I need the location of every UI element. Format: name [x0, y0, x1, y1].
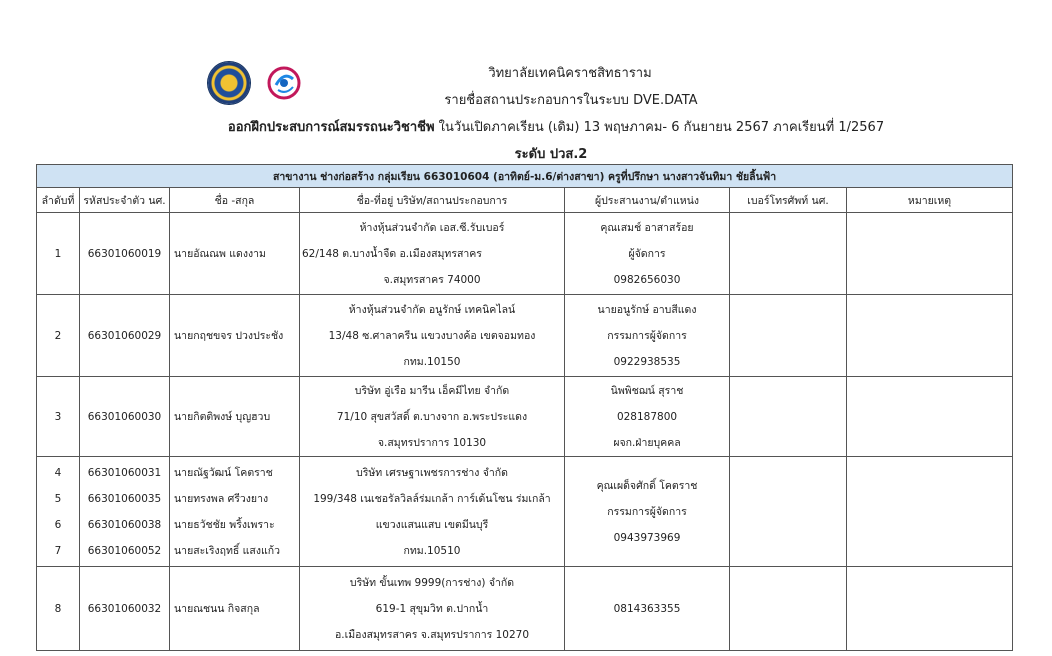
company-line: อ.เมืองสมุทรสาคร จ.สมุทรปราการ 10270: [335, 628, 529, 641]
student-phone: [730, 567, 847, 651]
company-address: [300, 295, 565, 377]
student-id: 66301060038: [87, 518, 162, 531]
col-no: ลำดับที่: [37, 188, 80, 213]
student-phone: [730, 213, 847, 295]
row-no: 1: [37, 213, 80, 295]
table-row: [37, 567, 1013, 651]
col-note: หมายเหตุ: [847, 188, 1013, 213]
contact-line: 0814363355: [613, 602, 681, 615]
student-id: 66301060030: [80, 377, 170, 457]
system-title: รายชื่อสถานประกอบการในระบบ DVE.DATA: [444, 93, 698, 108]
col-student-id: รหัสประจำตัว นศ.: [80, 188, 170, 213]
student-id: 66301060029: [80, 295, 170, 377]
row-no: 4: [54, 466, 62, 479]
student-name: นายกฤชขจร ปวงประชัง: [170, 295, 300, 377]
program-title-rest: ในวันเปิดภาคเรียน (เดิม) 13 พฤษภาคม- 6 กันยายน 2567 ภาคเรียนที่ 1/2567: [434, 120, 885, 135]
company-line: บริษัท อู่เรือ มารีน เอ็คมีไทย จำกัด: [354, 384, 510, 397]
contact-line: คุณเสมช์ อาสาสร้อย: [600, 221, 694, 234]
student-name: นายณัฐวัฒน์ โคตราช: [174, 466, 273, 479]
company-line: 13/48 ซ.ศาลาครีน แขวงบางค้อ เขตจอมทอง: [328, 329, 536, 342]
col-name: ชื่อ -สกุล: [170, 188, 300, 213]
company-line: กทม.10150: [403, 355, 461, 368]
student-id: 66301060035: [87, 492, 162, 505]
column-header-row: [37, 188, 1013, 213]
student-id: 66301060031: [87, 466, 162, 479]
company-address: [300, 567, 565, 651]
note: [847, 295, 1013, 377]
student-phone: [730, 295, 847, 377]
program-title-bold: ออกฝึกประสบการณ์สมรรถนะวิชาชีพ: [227, 120, 435, 135]
contact-line: นายอนูรักษ์ อาบสีแดง: [597, 303, 697, 316]
contact-person: [565, 377, 730, 457]
student-id-group: [80, 457, 170, 567]
col-phone: เบอร์โทรศัพท์ นศ.: [730, 188, 847, 213]
company-address: [300, 213, 565, 295]
col-contact: ผู้ประสานงาน/ตำแหน่ง: [565, 188, 730, 213]
company-line: 619-1 สุขุมวิท ต.ปากน้ำ: [375, 602, 489, 615]
row-no-group: [37, 457, 80, 567]
student-name: นายอัณณพ แดงงาม: [170, 213, 300, 295]
student-phone: [730, 457, 847, 567]
contact-line: กรรมการผู้จัดการ: [607, 329, 687, 342]
contact-line: 0922938535: [613, 355, 681, 368]
student-id: 66301060052: [87, 544, 162, 557]
contact-line: ผู้จัดการ: [628, 247, 666, 260]
company-line: จ.สมุทรสาคร 74000: [383, 273, 481, 286]
row-no: 6: [54, 518, 62, 531]
row-no: 7: [54, 544, 62, 557]
contact-person: [565, 295, 730, 377]
company-line: บริษัท เศรษฐาเพชรการช่าง จำกัด: [356, 466, 508, 479]
student-name: นายทรงพล ศรีวงยาง: [174, 492, 269, 505]
note: [847, 567, 1013, 651]
company-line: ห้างหุ้นส่วนจำกัด อนูรักษ์ เทคนิคไลน์: [348, 303, 516, 316]
col-company: ชื่อ-ที่อยู่ บริษัท/สถานประกอบการ: [300, 188, 565, 213]
contact-line: 0982656030: [613, 273, 681, 286]
contact-person: [565, 457, 730, 567]
student-name: นายกิตติพงษ์ บุญฮวบ: [170, 377, 300, 457]
contact-person: [565, 567, 730, 651]
student-name-group: [170, 457, 300, 567]
company-line: กทม.10510: [403, 544, 461, 557]
table-row: [37, 377, 1013, 457]
table-row: [37, 295, 1013, 377]
company-line: ห้างหุ้นส่วนจำกัด เอส.ซี.รับเบอร์: [359, 221, 505, 234]
row-no: 3: [37, 377, 80, 457]
contact-line: นิพพิชฌน์ สุราช: [610, 384, 684, 397]
company-line: จ.สมุทรปราการ 10130: [377, 436, 487, 449]
internship-table: [36, 164, 1013, 651]
table-row: [37, 213, 1013, 295]
contact-line: กรรมการผู้จัดการ: [607, 505, 687, 518]
group-banner: [37, 165, 1013, 188]
company-line: แขวงแสนแสบ เขตมีนบุรี: [375, 518, 489, 531]
student-name: นายธวัชชัย พริ้งเพราะ: [174, 518, 275, 531]
company-line: บริษัท ขั้นเทพ 9999(การช่าง) จำกัด: [349, 576, 515, 589]
program-title: [0, 116, 1052, 137]
student-id: 66301060019: [80, 213, 170, 295]
group-banner-text: สาขางาน ช่างก่อสร้าง กลุ่มเรียน 663010604 (อาทิตย์-ม.6/ต่างสาขา) ครูที่ปรึกษา นางสาวจันทิมา ชัยลิ้นฟ้า: [37, 165, 1013, 188]
row-no: 2: [37, 295, 80, 377]
student-name: นายณชนน กิจสกุล: [170, 567, 300, 651]
note: [847, 457, 1013, 567]
contact-line: ผจก.ฝ่ายบุคคล: [613, 436, 681, 449]
contact-person: [565, 213, 730, 295]
contact-line: 0943973969: [613, 531, 681, 544]
student-phone: [730, 377, 847, 457]
contact-line: 028187800: [616, 410, 678, 423]
row-no: 8: [37, 567, 80, 651]
contact-line: คุณเผด็จศักดิ์ โคตราช: [596, 479, 698, 492]
row-no: 5: [54, 492, 62, 505]
company-line: 62/148 ต.บางน้ำจืด อ.เมืองสมุทรสาคร: [302, 247, 482, 260]
note: [847, 213, 1013, 295]
note: [847, 377, 1013, 457]
student-name: นายสะเริงฤทธิ์ แสงแก้ว: [174, 544, 280, 557]
company-address: [300, 457, 565, 567]
table-row: [37, 457, 1013, 567]
company-address: [300, 377, 565, 457]
college-name: วิทยาลัยเทคนิคราชสิทธาราม: [488, 66, 652, 81]
company-line: 71/10 สุขสวัสดิ์ ต.บางจาก อ.พระประแดง: [336, 410, 528, 423]
company-line: 199/348 เนเชอรัลวิลล์ร่มเกล้า การ์เด้นโซน ร่มเกล้า: [313, 492, 551, 505]
student-id: 66301060032: [80, 567, 170, 651]
level-title: ระดับ ปวส.2: [514, 147, 588, 162]
